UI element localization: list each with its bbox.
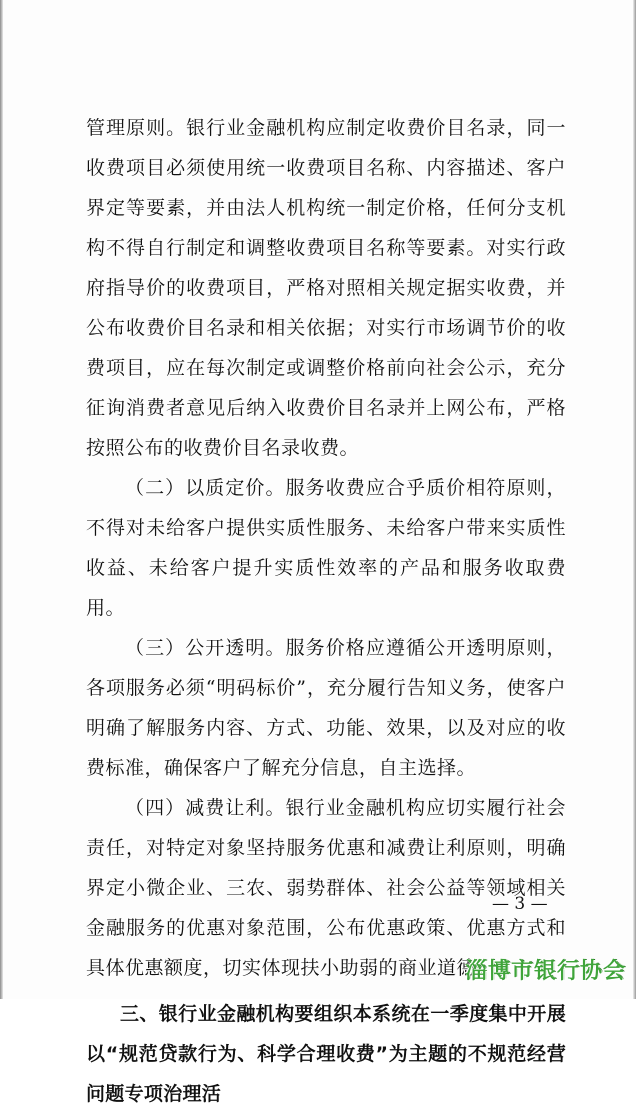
section-heading-three: 三、银行业金融机构要组织本系统在一季度集中开展以“规范贷款行为、科学合理收费”为主题的不规范经营问题专项治理活 xyxy=(86,1003,566,1105)
paragraph-fee-reduction: （四）减费让利。银行业金融机构应切实履行社会责任，对特定对象坚持服务优惠和减费让利原则，明确界定小微企业、三农、弱势群体、社会公益等领域相关金融服务的优惠对象范围，公布优惠政策、优惠方式和具体优惠额度，切实体现扶小助弱的商业道德。 xyxy=(86,797,566,979)
scan-edge-left xyxy=(0,0,3,999)
paragraph-transparency: （三）公开透明。服务价格应遵循公开透明原则，各项服务必须“明码标价”，充分履行告知义务，使客户明确了解服务内容、方式、功能、效果，以及对应的收费标准，确保客户了解充分信息，自主选择。 xyxy=(86,637,566,779)
watermark-logo-text: 淄博市银行协会 xyxy=(464,959,626,984)
paragraph-pricing-principle: 管理原则。银行业金融机构应制定收费价目名录，同一收费项目必须使用统一收费项目名称、内容描述、客户界定等要素，并由法人机构统一制定价格，任何分支机构不得自行制定和调整收费项目名称等要素。对实行政府指导价的收费项目，严格对照相关规定据实收费，并公布收费价目名录和相关依据；对实行市场调节价的收费项目，应在每次制定或调整价格前向社会公示，充分征询消费者意见后纳入收费价目名录并上网公布，严格按照公布的收费价目名录收费。 xyxy=(86,117,566,459)
page-number: — 3 — xyxy=(492,894,548,914)
paragraph-quality-pricing: （二）以质定价。服务收费应合乎质价相符原则，不得对未给客户提供实质性服务、未给客户带来实质性收益、未给客户提升实质性效率的产品和服务收取费用。 xyxy=(86,477,566,619)
